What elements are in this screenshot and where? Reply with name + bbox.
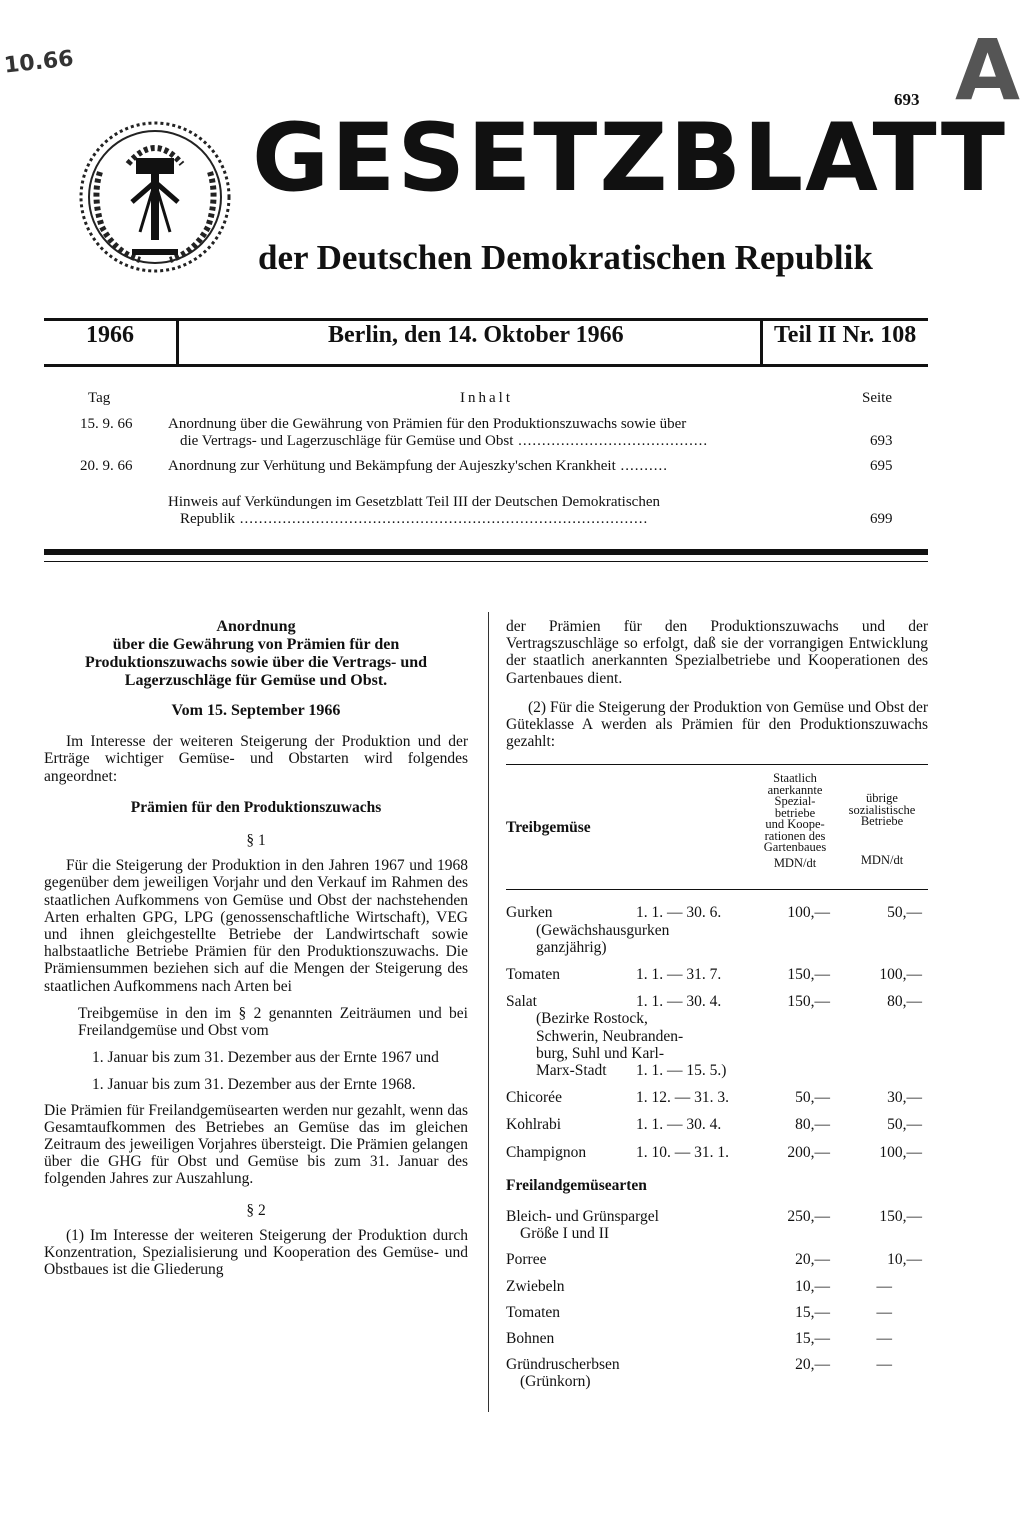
table-row: Zwiebeln 10,— —	[506, 1277, 892, 1295]
ddr-emblem-icon	[70, 112, 240, 282]
paragraph-1-text: Für die Steigerung der Produktion in den Jahren 1967 und 1968 gegenüber dem jeweiligen Vorjahr und den Verkauf im Rahmen des staatlichen Aufkommens von Gemüse und Obst der nachstehenden Arten erhalten GPG, LPG (genossenschaftliche Wirtschaft), VEG und ihnen gleichgestellte Betriebe der Landwirtschaft sowie halbstaatliche Betriebe Prämien für den Produktionszuwachs. Die Prämiensummen beziehen sich auf die Mengen der Steigerung des staatlichen Aufkommens nach Arten bei	[44, 857, 468, 995]
paragraph-mark: § 2	[246, 1201, 266, 1219]
table-row: Kohlrabi 1. 1. — 30. 4. 80,— 50,—	[506, 1116, 922, 1134]
table-row: Gurken 1. 1. — 30. 6. 100,— 50,—	[506, 904, 922, 922]
toc-entry-date: 15. 9. 66	[80, 416, 133, 432]
premium-table: Treibgemüse Staatlich anerkannte Spezial- betriebe und Koope- rationen des Gartenbaues MDN/dt übrige sozialistische Betriebe MDN/dt Gurken 1. 1. — 30. 6. 100,— 50,— (Gewächshausgurken ganzjährig) Tomaten 1. 1. — 31. 7. 150,— 100,— Salat 1. 1. — 30. 4. 150,— 80,— (Bezirke Rostock, Schwerin, Neubranden- burg, Suhl und Karl- Marx-Stadt 1. 1. — 15. 5.) Chicorée 1. 12. — 31. 3. 50,— 30,— Kohlrabi 1. 1. — 30. 4. 80,— 50,— Champignon 1. 10. — 31. 1. 200,— 100,— Freilandgemüsearten Bleich- und Grünspargel 250,— 150,— Größe I und II Porree 20,— 10,— Zwiebeln 10,— — Tomaten 15,— — Bohnen 15,— — Gründruscherbsen 20,— — (Grünkorn)	[506, 765, 928, 1390]
toc-entry-line: Republik ......................................................................................	[180, 511, 649, 527]
paragraph-2-2: (2) Für die Steigerung der Produktion von Gemüse und Obst der Güteklasse A werden als Prämien für den Produktionszuwachs gezahlt:	[506, 698, 928, 751]
toc-head-date: Tag	[88, 390, 111, 406]
toc-entry-line: Anordnung über die Gewährung von Prämien für den Produktionszuwachs sowie über	[168, 416, 687, 432]
left-column	[44, 618, 468, 1278]
table-row: Tomaten 1. 1. — 31. 7. 150,— 100,—	[506, 966, 922, 984]
corner-letter: A	[955, 21, 1021, 119]
table-row: Gründruscherbsen 20,— —	[506, 1356, 892, 1374]
header-other-enterprises: übrige sozialistische Betriebe MDN/dt	[848, 791, 916, 867]
issue-year: 1966	[86, 322, 134, 348]
issue-separator	[760, 320, 763, 366]
archive-stamp: 10.66	[2, 46, 75, 79]
page-number: 693	[894, 90, 920, 109]
table-row: Tomaten 15,— —	[506, 1303, 892, 1321]
toc-entry-date: 20. 9. 66	[80, 458, 133, 474]
toc-entry-line: Anordnung zur Verhütung und Bekämpfung der Aujeszky'schen Krankheit ..........	[168, 458, 668, 474]
table-row: Salat 1. 1. — 30. 4. 150,— 80,—	[506, 993, 922, 1011]
table-row: Porree 20,— 10,—	[506, 1251, 922, 1269]
paragraph-2-text: (1) Im Interesse der weiteren Steigerung der Produktion durch Konzentration, Spezialisierung und Kooperation des Gemüse- und Obstbaues ist die Gliederung	[44, 1226, 468, 1279]
continuation-paragraph: der Prämien für den Produktionszuwachs und der Vertragszuschläge so erfolgt, daß sie der vorrangigen Entwicklung der staatlich anerkannten Spezialbetriebe und Kooperationen des Gartenbaues dient.	[506, 618, 928, 687]
toc-entry-page: 693	[870, 433, 893, 449]
intro-paragraph: Im Interesse der weiteren Steigerung der Produktion und der Erträge wichtiger Gemüse- und Obstarten wird folgendes angeordnet:	[44, 733, 468, 785]
premium-table-header	[506, 765, 928, 869]
issue-bar-bottom-rule	[44, 364, 928, 367]
paragraph-1-sub: Treibgemüse in den im § 2 genannten Zeiträumen und bei Freilandgemüse und Obst vom	[78, 1004, 468, 1040]
paragraph-1-end: Die Prämien für Freilandgemüsearten werden nur gezahlt, wenn das Gesamtaufkommen des Betriebes an Gemüse das im gleichen Zeitraum des jeweiligen Vorjahres übersteigt. Die Prämien gelangen über die GHG für Obst und Gemüse bis zum 31. Januar des folgenden Jahres zur Auszahlung.	[44, 1101, 468, 1188]
paragraph-1-item: 1. Januar bis zum 31. Dezember aus der Ernte 1968.	[92, 1076, 416, 1094]
issue-part: Teil II Nr. 108	[774, 322, 917, 348]
toc-entry-page: 699	[870, 511, 893, 527]
paragraph-mark: § 1	[246, 832, 266, 850]
table-row: Chicorée 1. 12. — 31. 3. 50,— 30,—	[506, 1089, 922, 1107]
toc-head-page: Seite	[862, 390, 892, 406]
toc-entry-line: die Vertrags- und Lagerzuschläge für Gemüse und Obst ........................................	[180, 433, 709, 449]
table-row: Champignon 1. 10. — 31. 1. 200,— 100,—	[506, 1143, 922, 1161]
toc-head-title: Inhalt	[460, 390, 513, 406]
masthead-title: GESETZBLATT	[252, 104, 1007, 213]
paragraph-1-item: 1. Januar bis zum 31. Dezember aus der Ernte 1967 und	[92, 1049, 439, 1067]
issue-date: Berlin, den 14. Oktober 1966	[328, 322, 624, 348]
section-title: Prämien für den Produktionszuwachs	[130, 798, 382, 816]
toc-bottom-rule	[44, 549, 928, 555]
table-row: Bleich- und Grünspargel 250,— 150,—	[506, 1208, 922, 1226]
toc-entry-page: 695	[870, 458, 893, 474]
masthead-subtitle: der Deutschen Demokratischen Republik	[258, 238, 873, 277]
right-column	[506, 618, 928, 1391]
column-divider	[488, 612, 489, 1412]
ordinance-date: Vom 15. September 1966	[171, 702, 341, 719]
ordinance-heading: Anordnung über die Gewährung von Prämien für den Produktionszuwachs sowie über die Vertrags- und Lagerzuschläge für Gemüse und Obst.	[84, 618, 428, 689]
header-treibgemuese: Treibgemüse	[506, 818, 591, 836]
issue-separator	[176, 320, 179, 366]
freiland-heading: Freilandgemüsearten	[506, 1176, 647, 1194]
toc-bottom-rule-thin	[44, 561, 928, 562]
table-row: Bohnen 15,— —	[506, 1330, 892, 1348]
toc-entry-line: Hinweis auf Verkündungen im Gesetzblatt Teil III der Deutschen Demokratischen	[168, 494, 660, 510]
header-special-enterprises: Staatlich anerkannte Spezial- betriebe und Koope- rationen des Gartenbaues MDN/dt	[763, 771, 827, 870]
